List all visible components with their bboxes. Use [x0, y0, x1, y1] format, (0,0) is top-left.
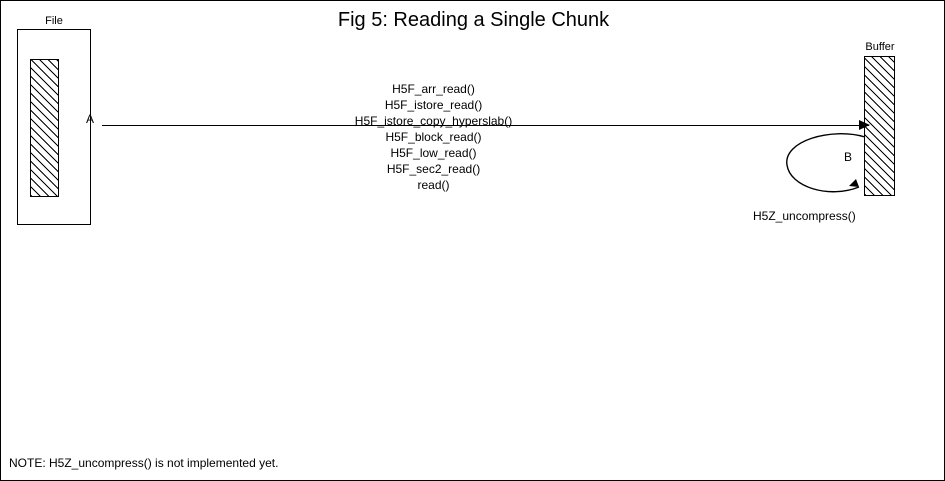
loop-arrow-head	[849, 179, 859, 187]
file-node-label: File	[45, 15, 63, 27]
call-stack-item: H5F_sec2_read()	[386, 162, 481, 176]
buffer-node-label: Buffer	[865, 41, 895, 53]
call-stack-item: H5F_block_read()	[385, 130, 482, 144]
arrow-b-label: B	[844, 150, 853, 164]
call-stack-list	[281, 81, 586, 193]
figure-note: NOTE: H5Z_uncompress() is not implemented yet.	[9, 456, 279, 470]
call-stack-item: H5F_istore_read()	[384, 98, 483, 112]
arrow-a-label: A	[86, 112, 95, 126]
call-stack-item: H5F_low_read()	[390, 146, 477, 160]
call-stack-item: H5F_istore_copy_hyperslab()	[354, 114, 513, 128]
call-stack-item: read()	[417, 178, 450, 192]
loop-arrow-b	[781, 129, 881, 207]
file-node-hatched-region	[30, 59, 59, 197]
call-stack-item: H5F_arr_read()	[392, 82, 475, 96]
loop-arrow-caption: H5Z_uncompress()	[753, 209, 856, 223]
figure-title: Fig 5: Reading a Single Chunk	[337, 9, 610, 31]
